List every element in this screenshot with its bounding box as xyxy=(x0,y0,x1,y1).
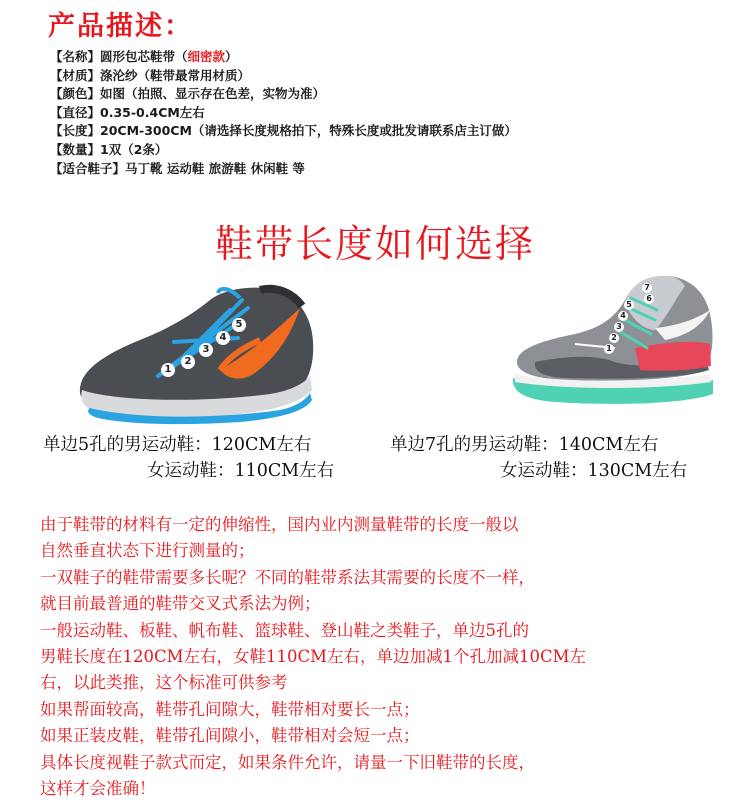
hole-number-3: 3 xyxy=(199,343,213,357)
note-line: 具体长度视鞋子款式而定，如果条件允许，请量一下旧鞋带的长度， xyxy=(40,752,535,772)
hole-number-7: 7 xyxy=(642,283,652,293)
left-shoe-caption-female: 女运动鞋：110CM左右 xyxy=(147,461,335,481)
spec-row-color xyxy=(50,85,517,104)
hole-number-1: 1 xyxy=(604,344,614,354)
spec-row-material xyxy=(50,67,517,86)
hole-number-2: 2 xyxy=(181,355,195,369)
note-line: 男鞋长度在120CM左右，女鞋110CM左右，单边加减1个孔加减10CM左 xyxy=(40,647,587,667)
spec-value: 涤沦纱（鞋带最常用材质） xyxy=(100,67,251,83)
note-line: 由于鞋带的材料有一定的伸缩性，国内业内测量鞋带的长度一般以 xyxy=(40,515,519,534)
length-heading: 鞋带长度如何选择 xyxy=(214,222,535,266)
hole-number-4: 4 xyxy=(618,311,628,321)
right-shoe-caption-female: 女运动鞋：130CM左右 xyxy=(500,461,688,481)
section-title: 产品描述： xyxy=(48,11,193,42)
spec-row-name xyxy=(50,48,517,67)
spec-label: 【颜色】 xyxy=(50,86,101,102)
spec-row-diameter xyxy=(50,104,517,123)
spec-value: 圆形包芯鞋带（ xyxy=(100,49,188,64)
note-line: 如果正装皮鞋，鞋带孔间隙小，鞋带相对会短一点； xyxy=(40,726,420,746)
note-line: 一双鞋子的鞋带需要多长呢？不同的鞋带系法其需要的长度不一样， xyxy=(40,567,535,587)
note-line: 右，以此类推，这个标准可供参考 xyxy=(40,673,288,693)
spec-value: 1双（2条） xyxy=(100,141,168,157)
hole-number-1: 1 xyxy=(161,363,175,377)
left-shoe-caption-male: 单边5孔的男运动鞋：120CM左右 xyxy=(43,435,312,455)
hole-number-5: 5 xyxy=(624,300,634,310)
spec-list xyxy=(50,48,517,178)
note-line: 这样才会准确！ xyxy=(40,779,156,799)
spec-label: 【材质】 xyxy=(50,67,101,83)
spec-row-quantity xyxy=(50,141,517,160)
note-line: 就目前最普通的鞋带交叉式系法为例； xyxy=(40,594,321,614)
hole-number-2: 2 xyxy=(609,333,619,343)
spec-label: 【数量】 xyxy=(50,141,101,157)
note-line: 如果帮面较高，鞋带孔间隙大，鞋带相对要长一点； xyxy=(40,699,420,719)
length-notes xyxy=(40,512,720,802)
right-shoe-caption-male: 单边7孔的男运动鞋：140CM左右 xyxy=(390,435,659,455)
spec-label: 【名称】 xyxy=(50,49,101,64)
spec-label: 【长度】 xyxy=(50,123,101,139)
spec-label: 【适合鞋子】 xyxy=(50,160,126,176)
spec-value: 0.35-0.4CM左右 xyxy=(100,104,205,120)
hole-number-4: 4 xyxy=(216,331,230,345)
hole-number-3: 3 xyxy=(614,322,624,332)
spec-label: 【直径】 xyxy=(50,104,101,120)
spec-highlight: 细密款 xyxy=(187,49,226,64)
spec-suffix: ） xyxy=(225,49,238,64)
hole-number-6: 6 xyxy=(644,294,654,304)
note-line: 一般运动鞋、板鞋、帆布鞋、篮球鞋、登山鞋之类鞋子，单边5孔的 xyxy=(40,620,529,640)
hole-number-5: 5 xyxy=(232,318,246,332)
note-line: 自然垂直状态下进行测量的； xyxy=(40,541,255,561)
spec-row-length xyxy=(50,122,517,141)
running-shoe-image xyxy=(70,278,320,426)
spec-value: 20CM-300CM（请选择长度规格拍下，特殊长度或批发请联系店主订做） xyxy=(100,123,517,139)
spec-value: 马丁靴 运动鞋 旅游鞋 休闲鞋 等 xyxy=(125,160,305,176)
spec-value: 如图（拍照、显示存在色差，实物为准） xyxy=(100,86,326,102)
spec-row-suitable xyxy=(50,160,517,179)
